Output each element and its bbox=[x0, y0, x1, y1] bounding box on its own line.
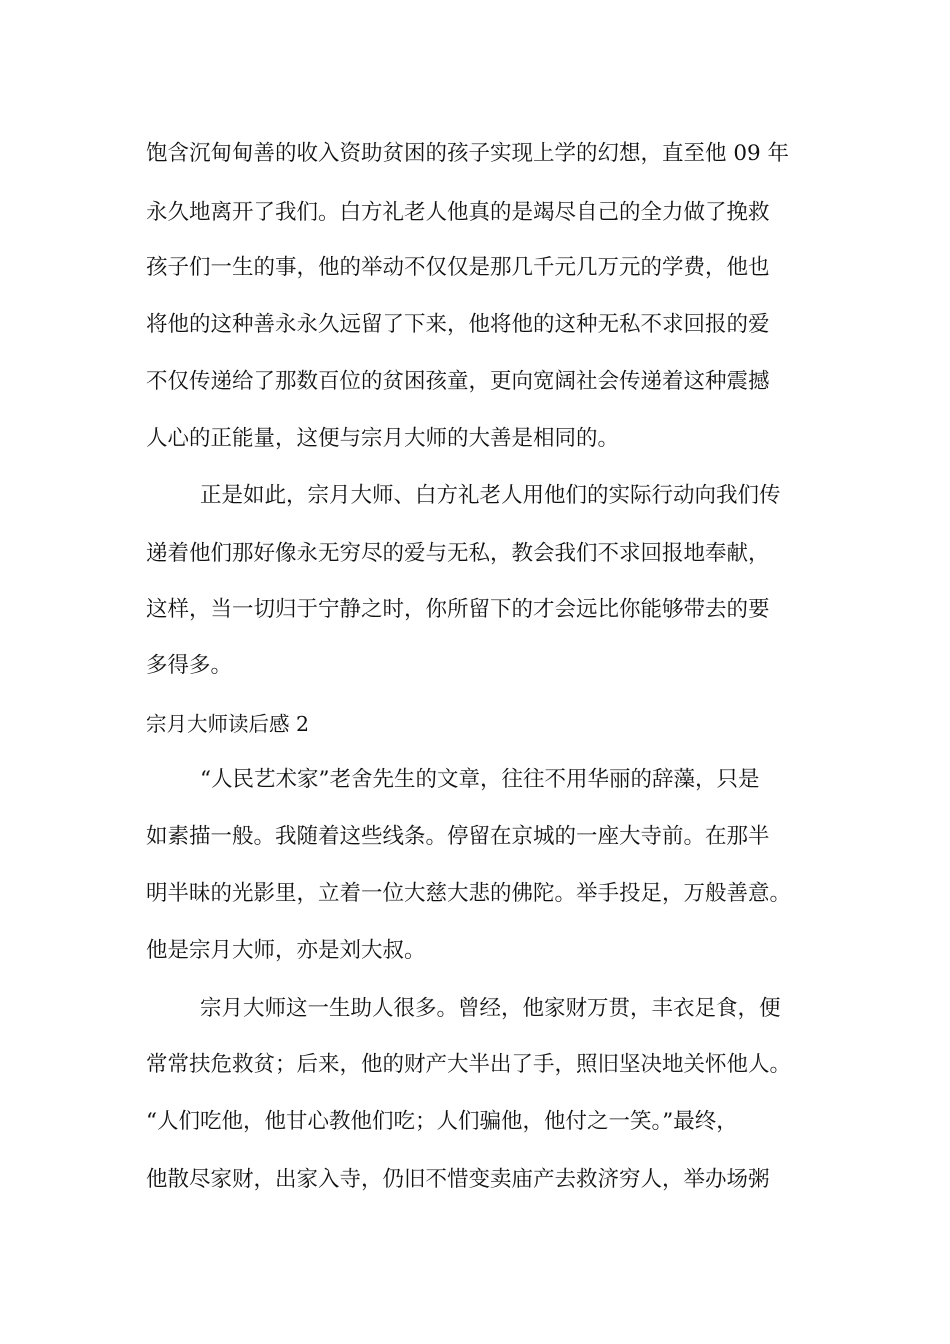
paragraph-line: 常常扶危救贫；后来，他的财产大半出了手，照旧坚决地关怀他人。 bbox=[146, 1052, 792, 1077]
paragraph-line: 明半昧的光影里，立着一位大慈大悲的佛陀。举手投足，万般善意。 bbox=[146, 881, 792, 906]
paragraph-line: 他散尽家财，出家入寺，仍旧不惜变卖庙产去救济穷人，举办场粥 bbox=[146, 1167, 770, 1192]
paragraph-line: 孩子们一生的事，他的举动不仅仅是那几千元几万元的学费，他也 bbox=[146, 255, 770, 280]
paragraph-line: 正是如此，宗月大师、白方礼老人用他们的实际行动向我们传 bbox=[200, 483, 781, 508]
paragraph-line: 人心的正能量，这便与宗月大师的大善是相同的。 bbox=[146, 426, 620, 451]
paragraph-line: 递着他们那好像永无穷尽的爱与无私，教会我们不求回报地奉献， bbox=[146, 541, 770, 566]
paragraph-line: 宗月大师这一生助人很多。曾经，他家财万贯，丰衣足食，便 bbox=[200, 996, 781, 1021]
paragraph-line: “人们吃他，他甘心教他们吃；人们骗他，他付之一笑。”最终， bbox=[146, 1109, 738, 1134]
paragraph-line: 不仅传递给了那数百位的贫困孩童，更向宽阔社会传递着这种震撼 bbox=[146, 369, 770, 394]
paragraph-line: 他是宗月大师，亦是刘大叔。 bbox=[146, 938, 426, 963]
paragraph-line: 如素描一般。我随着这些线条。停留在京城的一座大寺前。在那半 bbox=[146, 824, 770, 849]
paragraph-line: 多得多。 bbox=[146, 653, 233, 678]
paragraph-line: “人民艺术家”老舍先生的文章，往往不用华丽的辞藻，只是 bbox=[200, 767, 760, 792]
paragraph-line: 饱含沉甸甸善的收入资助贫困的孩子实现上学的幻想，直至他 09 年 bbox=[146, 141, 790, 166]
paragraph-line: 这样，当一切归于宁静之时，你所留下的才会远比你能够带去的要 bbox=[146, 597, 770, 622]
section-heading: 宗月大师读后感 2 bbox=[146, 712, 310, 736]
paragraph-line: 永久地离开了我们。白方礼老人他真的是竭尽自己的全力做了挽救 bbox=[146, 200, 770, 225]
paragraph-line: 将他的这种善永永久远留了下来，他将他的这种无私不求回报的爱 bbox=[146, 312, 770, 337]
